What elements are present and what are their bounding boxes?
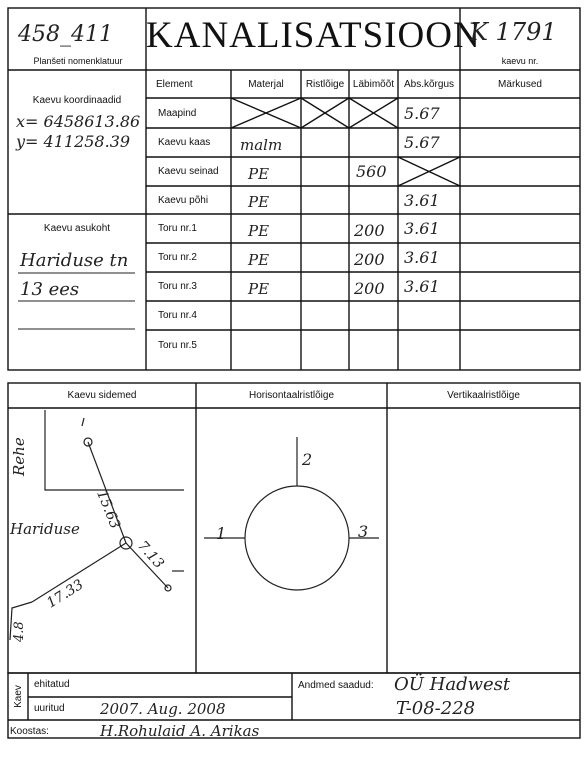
row-diameter: 560 xyxy=(356,162,387,181)
row-abs: 3.61 xyxy=(404,219,440,238)
surveyed-label: uuritud xyxy=(34,703,65,714)
sheet-caption: Planšeti nomenklatuur xyxy=(33,56,123,66)
header-material: Materjal xyxy=(248,78,284,90)
location-line-1: Hariduse tn xyxy=(20,250,129,271)
page-title: KANALISATSIOON xyxy=(146,15,481,56)
pipe-1-label: 1 xyxy=(216,524,227,543)
row-diameter: 200 xyxy=(354,221,385,240)
street-hariduse: Hariduse xyxy=(10,520,80,538)
row-element: Kaevu seinad xyxy=(158,166,219,177)
surveyed-value: 2007. Aug. 2008 xyxy=(100,700,226,718)
row-abs: 5.67 xyxy=(404,133,440,152)
row-material: PE xyxy=(248,279,270,298)
row-abs: 3.61 xyxy=(404,190,440,210)
header-element: Element xyxy=(156,78,193,90)
row-element: Toru nr.4 xyxy=(158,310,197,321)
ties-label: Kaevu sidemed xyxy=(67,390,137,401)
coordinate-x: x= 6458613.86 xyxy=(16,112,141,131)
coordinates-label: Kaevu koordinaadid xyxy=(32,95,122,106)
row-material: PE xyxy=(248,250,270,269)
row-material: PE xyxy=(248,164,270,183)
row-element: Toru nr.3 xyxy=(158,281,197,292)
dimension-2: 7.13 xyxy=(134,538,167,572)
header-cross-section: Ristlõige xyxy=(305,78,345,90)
horizontal-section-label: Horisontaalristlõige xyxy=(248,390,335,401)
location-label: Kaevu asukoht xyxy=(43,223,111,234)
row-element: Kaevu kaas xyxy=(158,137,211,148)
dimension-3: 17.33 xyxy=(44,576,87,612)
row-abs: 3.61 xyxy=(404,248,440,267)
compiled-value: H.Rohulaid A. Arikas xyxy=(100,722,260,740)
row-diameter: 200 xyxy=(354,250,385,269)
street-rehe: Rehe xyxy=(10,437,28,476)
header-diameter: Läbimõõt xyxy=(352,78,395,90)
header-abs-height: Abs.kõrgus xyxy=(403,78,455,90)
header-remarks: Märkused xyxy=(498,78,542,90)
row-element: Toru nr.1 xyxy=(158,223,197,234)
vertical-section-label: Vertikaalristlõige xyxy=(447,390,520,401)
sheet-number: 458_411 xyxy=(18,22,113,47)
data-from-line-2: T-08-228 xyxy=(396,698,476,719)
row-material: PE xyxy=(248,221,270,240)
row-diameter: 200 xyxy=(354,279,385,298)
well-number: K 1791 xyxy=(470,18,557,46)
well-caption: kaevu nr. xyxy=(501,56,539,66)
data-from-label: Andmed saadud: xyxy=(298,680,374,691)
row-abs: 3.61 xyxy=(404,277,440,296)
dimension-1: 15.63 xyxy=(93,488,124,532)
row-element: Kaevu põhi xyxy=(158,194,209,206)
footer-side-label: Kaev xyxy=(12,685,24,708)
footer-side-label-box xyxy=(8,673,28,720)
pipe-2-label: 2 xyxy=(302,450,313,469)
built-label: ehitatud xyxy=(34,679,70,690)
compiled-label: Koostas: xyxy=(10,726,49,737)
row-material: PE xyxy=(248,193,270,211)
location-line-2: 13 ees xyxy=(20,279,80,300)
data-from-line-1: OÜ Hadwest xyxy=(394,674,511,695)
row-material: malm xyxy=(240,135,283,154)
row-element: Toru nr.2 xyxy=(158,252,197,263)
row-element: Toru nr.5 xyxy=(158,339,197,351)
coordinate-y: y= 411258.39 xyxy=(16,132,131,151)
row-abs: 5.67 xyxy=(404,103,440,123)
row-element: Maapind xyxy=(158,107,197,119)
dimension-4: 4.8 xyxy=(12,621,27,642)
pipe-3-label: 3 xyxy=(358,522,369,541)
